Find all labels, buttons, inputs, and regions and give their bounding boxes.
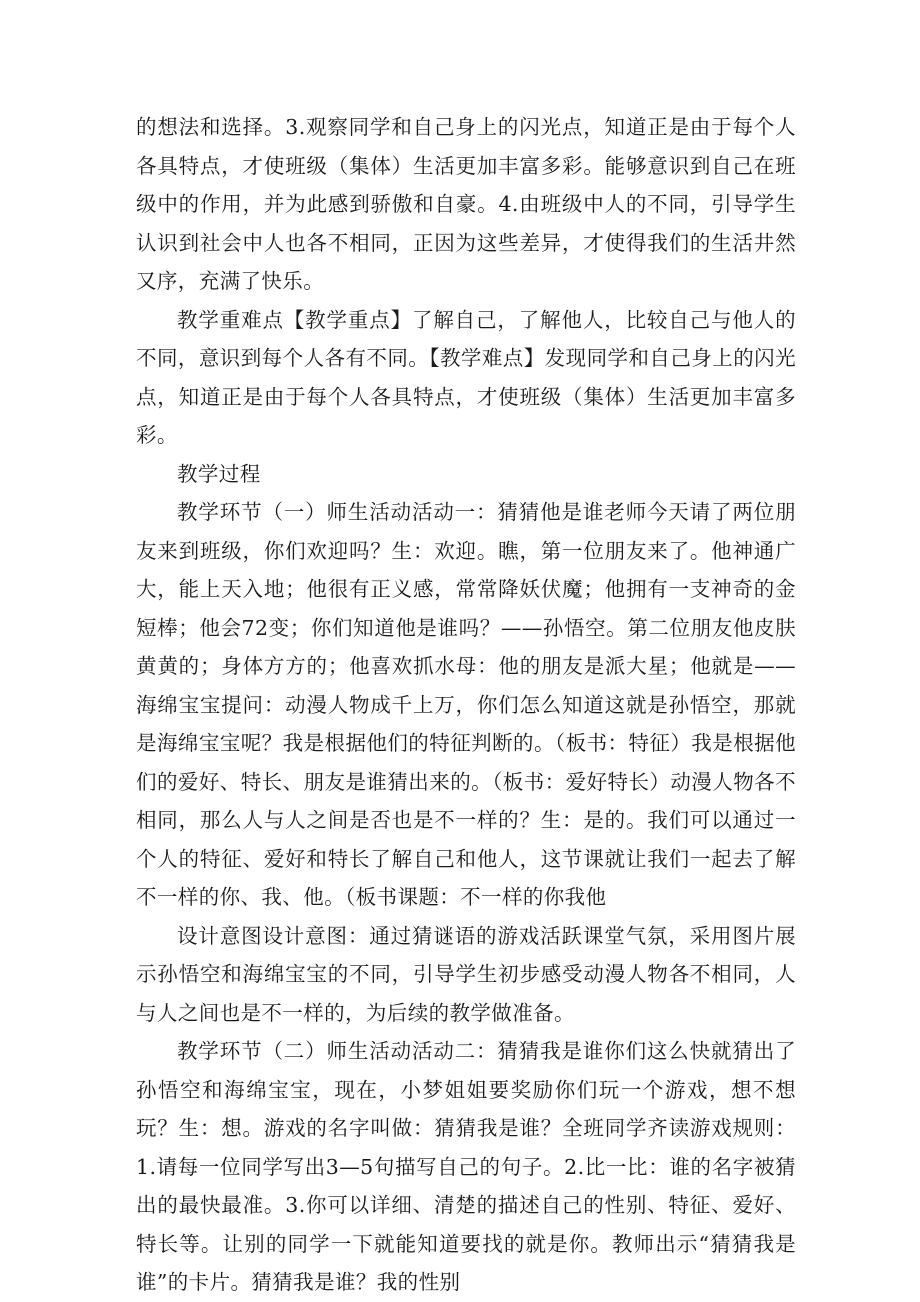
paragraph-key-difficult-points: 教学重难点【教学重点】了解自己，了解他人，比较自己与他人的不同，意识到每个人各有不同。【教学难点】发现同学和自己身上的闪光点，知道正是由于每个人各具特点，才使班级（集体）生活更加丰富多彩。: [136, 307, 796, 447]
paragraph-activity-two: 教学环节（二）师生活动活动二：猜猜我是谁你们这么快就猜出了孙悟空和海绵宝宝，现在，小梦姐姐要奖励你们玩一个游戏，想不想玩？生：想。游戏的名字叫做：猜猜我是谁？全班同学齐读游戏规则：1.请每一位同学写出3—5句描写自己的句子。2.比一比：谁的名字被猜出的最快最准。3.你可以详细、清楚的描述自己的性别、特征、爱好、特长等。让别的同学一下就能知道要找的就是你。教师出示“猜猜我是谁”的卡片。猜猜我是谁？我的性别: [136, 1039, 796, 1294]
paragraph-objectives-continued: 的想法和选择。3.观察同学和自己身上的闪光点，知道正是由于每个人各具特点，才使班级（集体）生活更加丰富多彩。能够意识到自己在班级中的作用，并为此感到骄傲和自豪。4.由班级中人的不同，引导学生认识到社会中人也各不相同，正因为这些差异，才使得我们的生活井然又序，充满了快乐。: [136, 115, 796, 293]
document-body: [136, 108, 796, 1302]
paragraph-activity-one: 教学环节（一）师生活动活动一：猜猜他是谁老师今天请了两位朋友来到班级，你们欢迎吗？生：欢迎。瞧，第一位朋友来了。他神通广大，能上天入地；他很有正义感，常常降妖伏魔；他拥有一支神奇的金短棒；他会72变；你们知道他是谁吗？——孙悟空。第二位朋友他皮肤黄黄的；身体方方的；他喜欢抓水母：他的朋友是派大星；他就是——海绵宝宝提问：动漫人物成千上万，你们怎么知道这就是孙悟空，那就是海绵宝宝呢？我是根据他们的特征判断的。（板书：特征）我是根据他们的爱好、特长、朋友是谁猜出来的。（板书：爱好特长）动漫人物各不相同，那么人与人之间是否也是不一样的？生：是的。我们可以通过一个人的特征、爱好和特长了解自己和他人，这节课就让我们一起去了解不一样的你、我、他。（板书课题：不一样的你我他: [136, 500, 796, 909]
paragraph-design-intent: 设计意图设计意图：通过猜谜语的游戏活跃课堂气氛，采用图片展示孙悟空和海绵宝宝的不同，引导学生初步感受动漫人物各不相同，人与人之间也是不一样的，为后续的教学做准备。: [136, 923, 796, 1025]
heading-teaching-process: 教学过程: [177, 461, 261, 486]
